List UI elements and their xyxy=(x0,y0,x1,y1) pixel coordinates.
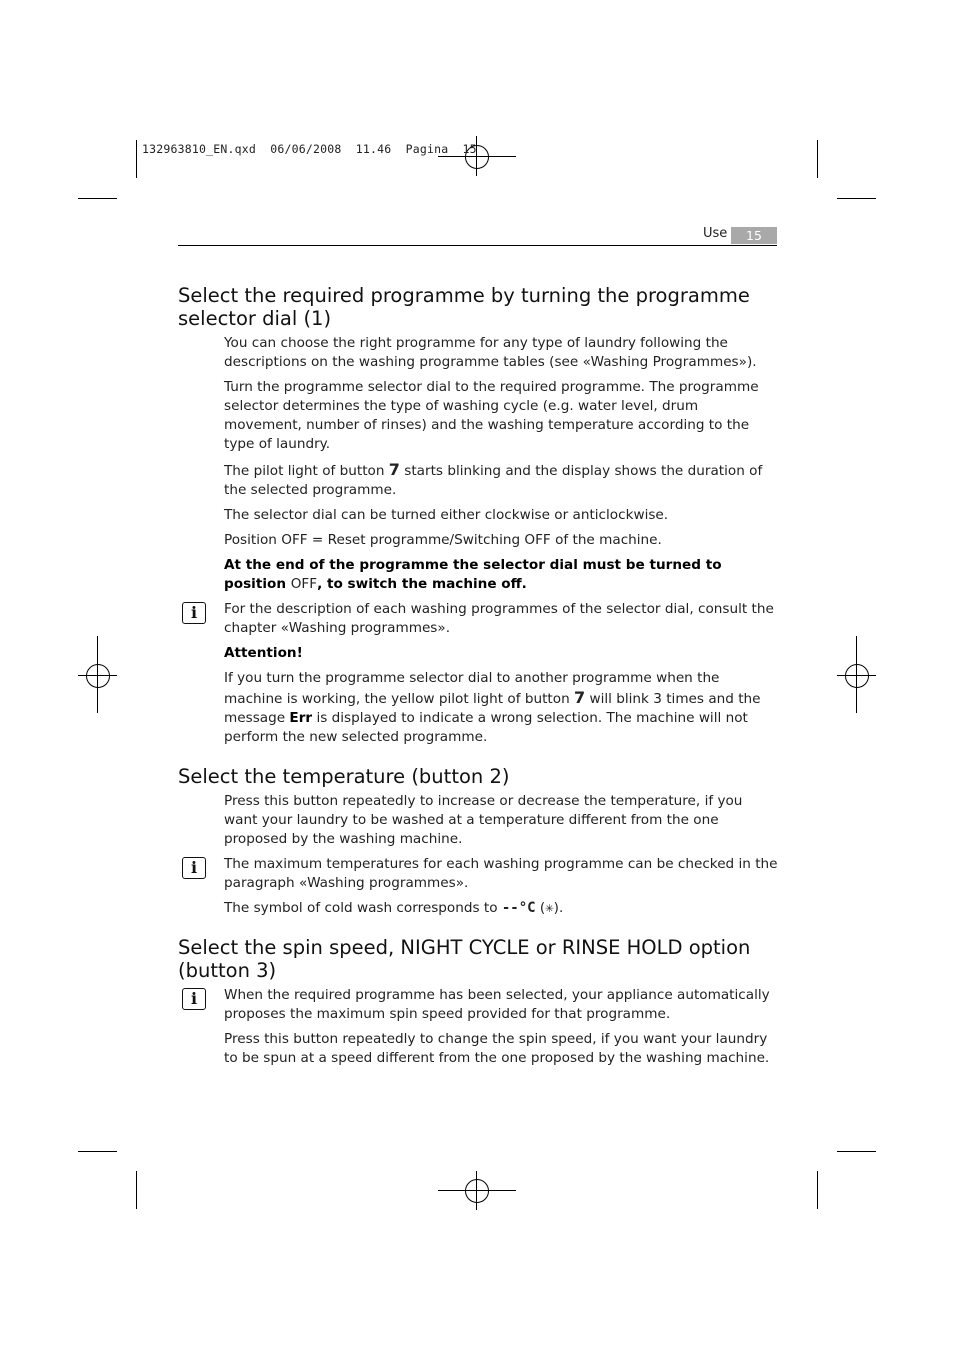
section-title-temperature: Select the temperature (button 2) xyxy=(178,765,510,788)
page-number: 15 xyxy=(731,227,777,244)
text-span: At the end of the programme the selector dial must be turned to position xyxy=(224,557,722,592)
crop-mark xyxy=(136,140,137,178)
print-slug: 132963810_EN.qxd 06/06/2008 11.46 Pagina 15 xyxy=(142,142,477,156)
error-message: Err xyxy=(289,710,313,726)
attention-paragraph xyxy=(224,669,778,747)
crop-mark xyxy=(136,1171,137,1209)
paragraph xyxy=(224,460,778,500)
info-note xyxy=(178,855,778,893)
snowflake-icon: ✳ xyxy=(545,900,554,916)
crop-mark xyxy=(817,1171,818,1209)
note-text: For the description of each washing programmes of the selector dial, consult the chapter «Washing programmes». xyxy=(224,601,774,636)
button-number: 7 xyxy=(574,688,586,707)
text-span: The pilot light of button xyxy=(224,463,389,479)
paragraph: The selector dial can be turned either clockwise or anticlockwise. xyxy=(224,507,669,523)
section-title-spin-speed: Select the spin speed, NIGHT CYCLE or RINSE HOLD option (button 3) xyxy=(178,936,751,982)
crop-mark xyxy=(817,140,818,178)
text-span: will blink 3 times and the message xyxy=(224,691,761,726)
note-text: When the required programme has been selected, your appliance automatically proposes the maximum spin speed provided for that programme. xyxy=(224,987,770,1022)
info-note xyxy=(178,986,778,1024)
text-span: , to switch the machine off. xyxy=(317,576,527,592)
text-span: ( xyxy=(535,900,546,916)
section-label: Use xyxy=(703,226,728,241)
text-span: OFF xyxy=(290,576,318,592)
crop-mark xyxy=(78,1151,117,1152)
paragraph xyxy=(224,899,778,918)
paragraph: Press this button repeatedly to increase or decrease the temperature, if you want your laundry to be washed at a temperature different from the one proposed by the washing machine. xyxy=(224,793,743,847)
registration-target-icon xyxy=(465,1179,489,1203)
attention-label: Attention! xyxy=(224,645,303,661)
info-note xyxy=(178,600,778,638)
info-icon: i xyxy=(182,857,206,879)
crop-mark xyxy=(78,198,117,199)
section-title-programme: Select the required programme by turning the programme selector dial (1) xyxy=(178,284,750,330)
info-icon: i xyxy=(182,602,206,624)
text-span: If you turn the programme selector dial to another programme when the machine is working, the yellow pilot light of button xyxy=(224,670,720,707)
info-icon: i xyxy=(182,988,206,1010)
text-span: starts blinking and the display shows the duration of the selected programme. xyxy=(224,463,763,498)
registration-target-icon xyxy=(845,664,869,688)
paragraph: Turn the programme selector dial to the required programme. The programme selector determines the type of washing cycle (e.g. water level, drum movement, number of rinses) and the washing temperature according to the type of laundry. xyxy=(224,379,759,452)
text-span: ). xyxy=(553,900,564,916)
paragraph: You can choose the right programme for any type of laundry following the descriptions on the washing programme tables (see «Washing Programmes»). xyxy=(224,335,757,370)
warning-paragraph xyxy=(224,556,778,594)
crop-mark xyxy=(837,198,876,199)
header-rule xyxy=(178,245,777,246)
page-content xyxy=(178,284,778,1074)
crop-mark xyxy=(837,1151,876,1152)
note-text: The maximum temperatures for each washing programme can be checked in the paragraph «Washing programmes». xyxy=(224,856,778,891)
paragraph: Position OFF = Reset programme/Switching OFF of the machine. xyxy=(224,532,662,548)
button-number: 7 xyxy=(388,460,400,479)
text-span: is displayed to indicate a wrong selection. The machine will not perform the new selected programme. xyxy=(224,710,748,745)
registration-target-icon xyxy=(86,664,110,688)
text-span: The symbol of cold wash corresponds to xyxy=(224,900,502,916)
cold-wash-symbol: --°C xyxy=(501,900,536,916)
paragraph: Press this button repeatedly to change the spin speed, if you want your laundry to be spun at a speed different from the one proposed by the washing machine. xyxy=(224,1031,770,1066)
